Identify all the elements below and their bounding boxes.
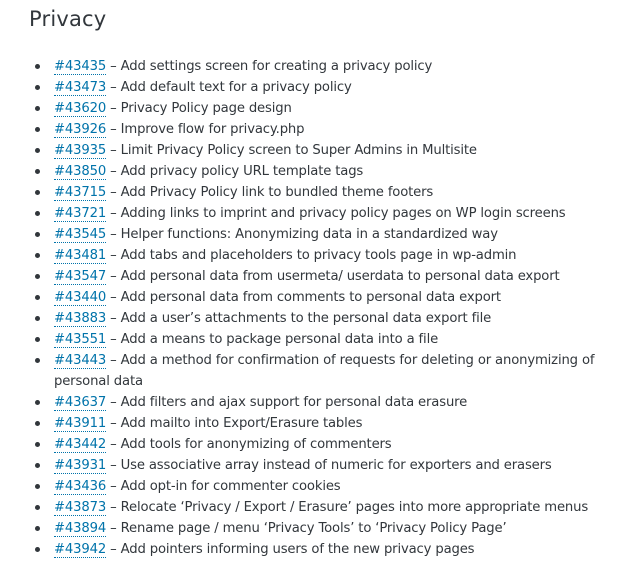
separator: – — [106, 164, 121, 179]
bullet-icon — [35, 295, 40, 300]
item-description: Use associative array instead of numeric for exporters and erasers — [120, 458, 552, 473]
ticket-link[interactable]: #43440 — [54, 290, 107, 305]
list-item — [54, 77, 618, 98]
bullet-icon — [35, 400, 40, 405]
list-item — [54, 434, 618, 455]
bullet-icon — [35, 442, 40, 447]
bullet-icon — [35, 274, 40, 279]
bullet-icon — [35, 421, 40, 426]
bullet-icon — [35, 169, 40, 174]
separator: – — [106, 269, 121, 284]
item-description: Add a means to package personal data into a file — [120, 332, 439, 347]
bullet-icon — [35, 148, 40, 153]
ticket-link[interactable]: #43620 — [54, 101, 107, 116]
list-item — [54, 203, 618, 224]
separator: – — [106, 311, 121, 326]
separator: – — [106, 143, 121, 158]
separator: – — [106, 59, 121, 74]
ticket-link[interactable]: #43637 — [54, 395, 107, 410]
item-description: Limit Privacy Policy screen to Super Admins in Multisite — [120, 143, 477, 158]
list-item — [54, 56, 618, 77]
bullet-icon — [35, 484, 40, 489]
changelog-list — [0, 56, 618, 560]
list-item — [54, 539, 618, 560]
ticket-link[interactable]: #43473 — [54, 80, 107, 95]
item-description: Helper functions: Anonymizing data in a standardized way — [120, 227, 498, 242]
item-description: Adding links to imprint and privacy policy pages on WP login screens — [120, 206, 566, 221]
separator: – — [106, 416, 121, 431]
bullet-icon — [35, 463, 40, 468]
list-item — [54, 518, 618, 539]
list-item — [54, 119, 618, 140]
item-description: Add tabs and placeholders to privacy tools page in wp-admin — [120, 248, 517, 263]
list-item — [54, 455, 618, 476]
list-item — [54, 287, 618, 308]
ticket-link[interactable]: #43931 — [54, 458, 107, 473]
item-description: Privacy Policy page design — [120, 101, 292, 116]
separator: – — [106, 479, 121, 494]
ticket-link[interactable]: #43911 — [54, 416, 107, 431]
item-description: Add personal data from comments to personal data export — [120, 290, 501, 305]
list-item — [54, 392, 618, 413]
separator: – — [106, 458, 121, 473]
bullet-icon — [35, 232, 40, 237]
separator: – — [106, 290, 121, 305]
separator: – — [106, 395, 121, 410]
ticket-link[interactable]: #43926 — [54, 122, 107, 137]
separator: – — [106, 353, 121, 368]
item-description: Add Privacy Policy link to bundled theme footers — [120, 185, 434, 200]
separator: – — [106, 206, 121, 221]
bullet-icon — [35, 106, 40, 111]
separator: – — [106, 248, 121, 263]
bullet-icon — [35, 85, 40, 90]
list-item — [54, 476, 618, 497]
item-description: Add a method for confirmation of requests for deleting or anonymizing of personal data — [54, 353, 595, 389]
bullet-icon — [35, 505, 40, 510]
ticket-link[interactable]: #43873 — [54, 500, 107, 515]
ticket-link[interactable]: #43551 — [54, 332, 107, 347]
bullet-icon — [35, 190, 40, 195]
bullet-icon — [35, 253, 40, 258]
separator: – — [106, 227, 121, 242]
ticket-link[interactable]: #43443 — [54, 353, 107, 368]
list-item — [54, 413, 618, 434]
separator: – — [106, 500, 121, 515]
item-description: Rename page / menu ‘Privacy Tools’ to ‘Privacy Policy Page’ — [120, 521, 507, 536]
bullet-icon — [35, 127, 40, 132]
item-description: Add tools for anonymizing of commenters — [120, 437, 392, 452]
ticket-link[interactable]: #43935 — [54, 143, 107, 158]
separator: – — [106, 521, 121, 536]
bullet-icon — [35, 211, 40, 216]
separator: – — [106, 185, 121, 200]
ticket-link[interactable]: #43547 — [54, 269, 107, 284]
list-item — [54, 245, 618, 266]
list-item — [54, 140, 618, 161]
list-item — [54, 266, 618, 287]
section-title: Privacy — [29, 7, 107, 31]
separator: – — [106, 122, 121, 137]
bullet-icon — [35, 64, 40, 69]
item-description: Add mailto into Export/Erasure tables — [120, 416, 363, 431]
item-description: Add opt-in for commenter cookies — [120, 479, 341, 494]
item-description: Relocate ‘Privacy / Export / Erasure’ pages into more appropriate menus — [120, 500, 589, 515]
bullet-icon — [35, 316, 40, 321]
bullet-icon — [35, 526, 40, 531]
ticket-link[interactable]: #43942 — [54, 542, 107, 557]
ticket-link[interactable]: #43436 — [54, 479, 107, 494]
list-item — [54, 98, 618, 119]
item-description: Add personal data from usermeta/ userdata to personal data export — [120, 269, 560, 284]
item-description: Add filters and ajax support for personal data erasure — [120, 395, 468, 410]
item-description: Add a user’s attachments to the personal data export file — [120, 311, 492, 326]
ticket-link[interactable]: #43481 — [54, 248, 107, 263]
ticket-link[interactable]: #43721 — [54, 206, 107, 221]
bullet-icon — [35, 337, 40, 342]
ticket-link[interactable]: #43435 — [54, 59, 107, 74]
ticket-link[interactable]: #43715 — [54, 185, 107, 200]
separator: – — [106, 542, 121, 557]
item-description: Add default text for a privacy policy — [120, 80, 352, 95]
list-item — [54, 308, 618, 329]
ticket-link[interactable]: #43850 — [54, 164, 107, 179]
list-item — [54, 182, 618, 203]
separator: – — [106, 101, 121, 116]
bullet-icon — [35, 547, 40, 552]
ticket-link[interactable]: #43883 — [54, 311, 107, 326]
ticket-link[interactable]: #43545 — [54, 227, 107, 242]
list-item — [54, 350, 618, 392]
item-description: Improve flow for privacy.php — [120, 122, 305, 137]
item-description: Add settings screen for creating a privacy policy — [120, 59, 433, 74]
separator: – — [106, 332, 121, 347]
ticket-link[interactable]: #43442 — [54, 437, 107, 452]
item-description: Add pointers informing users of the new privacy pages — [120, 542, 475, 557]
separator: – — [106, 80, 121, 95]
list-item — [54, 161, 618, 182]
bullet-icon — [35, 358, 40, 363]
separator: – — [106, 437, 121, 452]
item-description: Add privacy policy URL template tags — [120, 164, 364, 179]
ticket-link[interactable]: #43894 — [54, 521, 107, 536]
list-item — [54, 329, 618, 350]
list-item — [54, 224, 618, 245]
list-item — [54, 497, 618, 518]
